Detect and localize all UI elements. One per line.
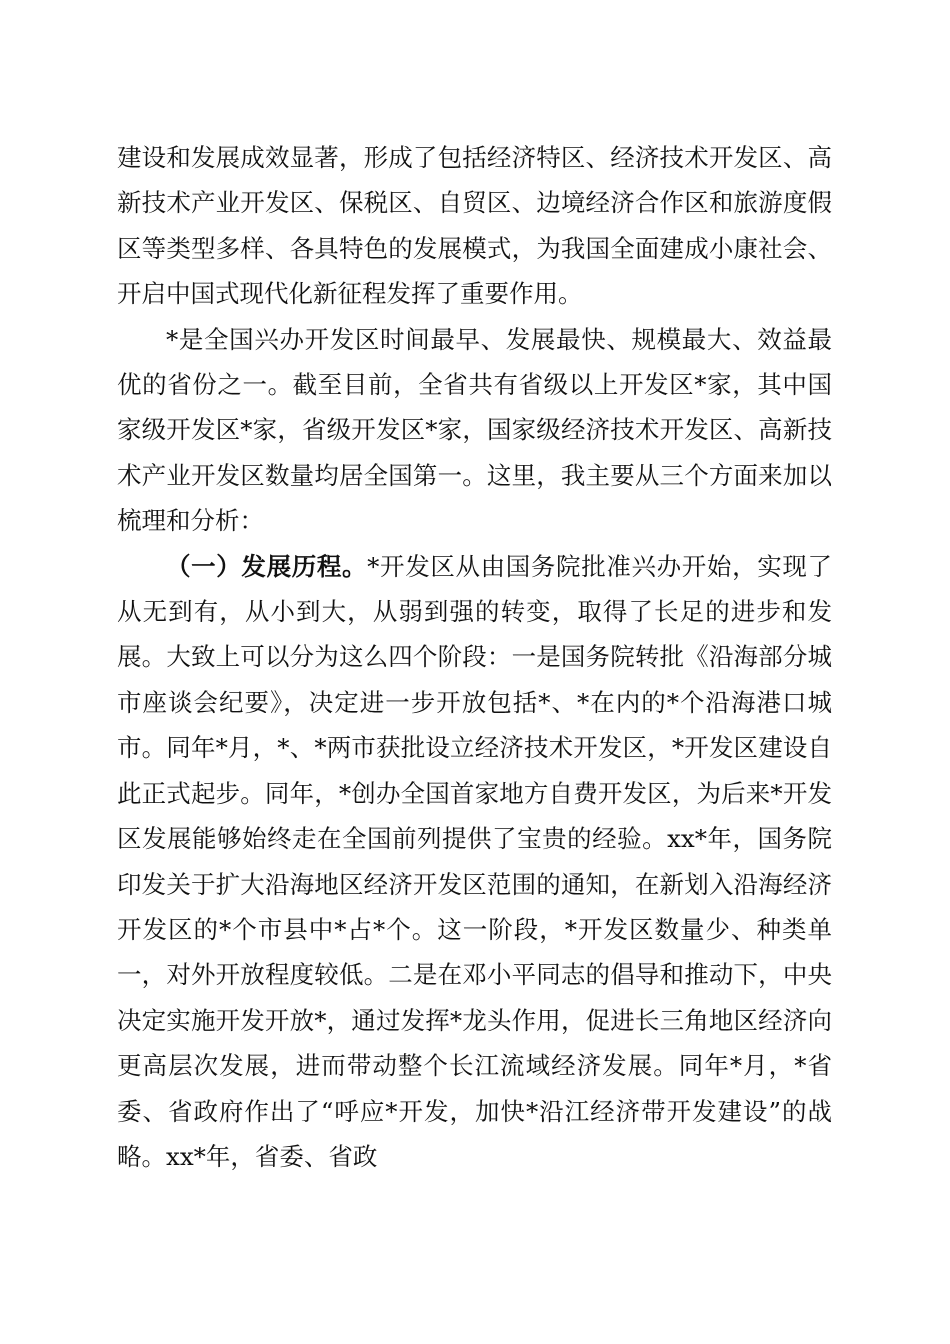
document-body xyxy=(117,135,832,1179)
paragraph-text: 建设和发展成效显著，形成了包括经济特区、经济技术开发区、高新技术产业开发区、保税区、自贸区、边境经济合作区和旅游度假区等类型多样、各具特色的发展模式，为我国全面建成小康社会、开启中国式现代化新征程发挥了重要作用。 xyxy=(117,143,832,309)
paragraph-text: *开发区从由国务院批准兴办开始，实现了从无到有，从小到大，从弱到强的转变，取得了长足的进步和发展。大致上可以分为这么四个阶段：一是国务院转批《沿海部分城市座谈会纪要》，决定进一步开放包括*、*在内的*个沿海港口城市。同年*月，*、*两市获批设立经济技术开发区，*开发区建设自此正式起步。同年，*创办全国首家地方自费开发区，为后来*开发区发展能够始终走在全国前列提供了宝贵的经验。xx*年，国务院印发关于扩大沿海地区经济开发区范围的通知，在新划入沿海经济开发区的*个市县中*占*个。这一阶段，*开发区数量少、种类单一，对外开放程度较低。二是在邓小平同志的倡导和推动下，中央决定实施开发开放*，通过发挥*龙头作用，促进长三角地区经济向更高层次发展，进而带动整个长江流域经济发展。同年*月，*省委、省政府作出了“呼应*开发，加快*沿江经济带开发建设”的战略。xx*年，省委、省政 xyxy=(117,551,833,1171)
paragraph-development-history xyxy=(117,544,832,1180)
paragraph-intro xyxy=(117,135,832,317)
section-heading: （一）发展历程。 xyxy=(166,551,368,581)
paragraph-text: *是全国兴办开发区时间最早、发展最快、规模最大、效益最优的省份之一。截至目前，全省共有省级以上开发区*家，其中国家级开发区*家，省级开发区*家，国家级经济技术开发区、高新技术产业开发区数量均居全国第一。这里，我主要从三个方面来加以梳理和分析： xyxy=(117,324,832,536)
paragraph-province-overview xyxy=(117,317,832,544)
